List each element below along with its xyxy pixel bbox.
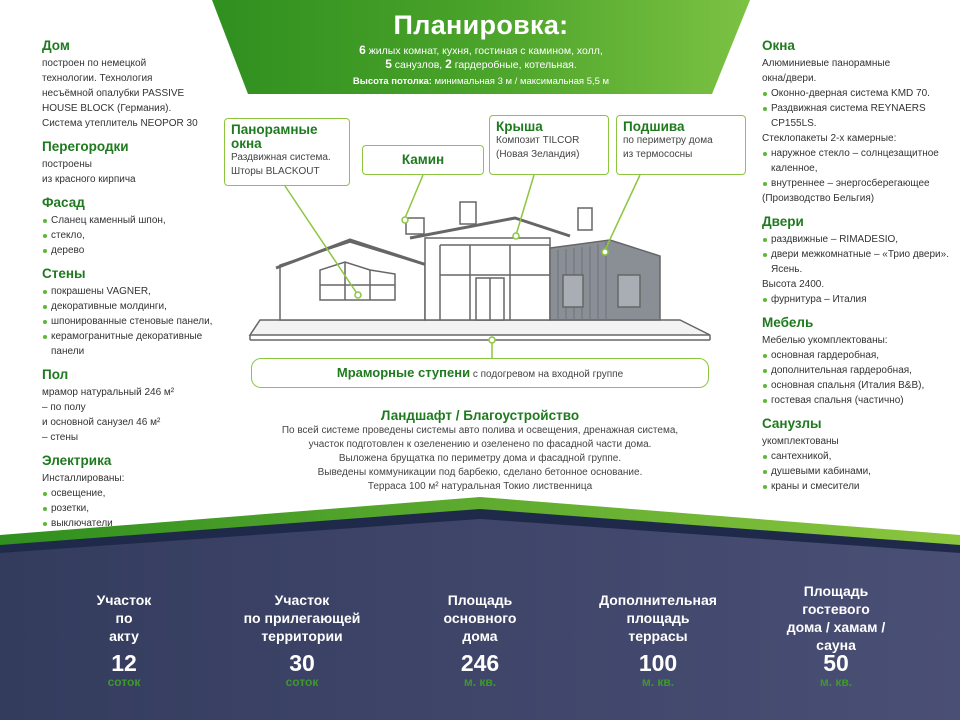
list-item: основная спальня (Италия B&B), [762, 378, 952, 393]
list-item: наружное стекло – солнцезащитное каленное, [762, 146, 952, 176]
callout-text: по периметру дома из термососны [623, 135, 713, 160]
section-text: Алюминиевые панорамные окна/двери. [762, 58, 891, 84]
stat-label: Площадь основного дома [443, 592, 517, 644]
stats-row [0, 583, 960, 700]
section-text: построены из красного кирпича [42, 159, 136, 185]
bullet-icon [763, 485, 767, 489]
section-steny [42, 266, 227, 359]
list-item: фурнитура – Италия [762, 292, 952, 307]
bullet-icon [763, 107, 767, 111]
stat-value: 100 [638, 650, 678, 676]
stat-unit: соток [107, 675, 141, 689]
callout-text: Раздвижная система. Шторы BLACKOUT [231, 152, 331, 177]
bullet-icon [763, 238, 767, 242]
bullet-icon [763, 298, 767, 302]
banner-line-baths: 5 санузлов, 2 гардеробные, котельная. [385, 57, 577, 71]
list-item: душевыми кабинами, [762, 464, 952, 479]
bullet-icon [763, 384, 767, 388]
stat-label: Участок по акту [96, 592, 152, 644]
list-item: Оконно-дверная система KMD 70. [762, 86, 952, 101]
list-item: основная гардеробная, [762, 348, 952, 363]
stat-unit: м. кв. [641, 675, 675, 689]
section-title: Дом [42, 38, 70, 53]
section-text: Высота 2400. [762, 279, 825, 290]
section-text: построен по немецкой технологии. Технология несъёмной опалубки PASSIVE HOUSE BLOCK (Германия). Система утеплитель NEOPOR 30 [42, 58, 198, 129]
stat-value: 30 [289, 650, 315, 676]
section-title: Мебель [762, 315, 814, 330]
callout-title: Мраморные ступени [336, 365, 471, 380]
section-text: Мебелью укомплектованы: [762, 335, 888, 346]
stat-value: 246 [460, 650, 500, 676]
section-mebel [762, 315, 952, 408]
list-item: внутреннее – энергосберегающее [762, 176, 952, 191]
list-item: двери межкомнатные – «Трио двери». Ясень. [762, 247, 952, 277]
stat-guest-house [766, 583, 906, 700]
landscape-title: Ландшафт / Благоустройство [380, 408, 580, 423]
stat-main-house [410, 590, 550, 700]
stat-label: Участок по прилегающей территории [243, 592, 361, 644]
callout-marble-steps [251, 358, 709, 388]
section-text: укомплектованы [762, 436, 839, 447]
list-item: розетки, [42, 501, 227, 516]
callout-text: Композит TILCOR (Новая Зеландия) [496, 135, 580, 160]
bullet-icon [763, 182, 767, 186]
stat-unit: м. кв. [819, 675, 853, 689]
bullet-icon [43, 290, 47, 294]
bullet-icon [43, 305, 47, 309]
banner-line-ceiling: Высота потолка: минимальная 3 м / максимальная 5,5 м [352, 76, 610, 87]
list-item: покрашены VAGNER, [42, 284, 227, 299]
bullet-icon [43, 219, 47, 223]
landscape-text: По всей системе проведены системы авто полива и освещения, дренажная система, участок подготовлен к озеленению и озеленено по фасадной части дома. Выложена брущатка по периметру дома и фасадной группе. Выведены коммуникации под барбекю, сделано бетонное основание. Терраса 100 м² натуральная Токио лиственница [281, 425, 679, 492]
bullet-icon [43, 234, 47, 238]
callout-roof [489, 115, 609, 175]
callout-fireplace [362, 145, 484, 175]
section-dveri [762, 214, 952, 307]
bullet-icon [763, 253, 767, 257]
list-item: выключатели [42, 516, 227, 531]
list-item: Раздвижная система REYNAERS CP155LS. [762, 101, 952, 131]
landscape-section [240, 407, 720, 494]
list-item: дополнительная гардеробная, [762, 363, 952, 378]
stat-label: Площадь гостевого дома / хамам / сауна [786, 583, 886, 653]
stat-value: 12 [111, 650, 137, 676]
callout-text: с подогревом на входной группе [470, 369, 624, 380]
callout-panoramic-windows [224, 118, 350, 186]
list-item: дерево [42, 243, 227, 258]
list-item: освещение, [42, 486, 227, 501]
list-item: стекло, [42, 228, 227, 243]
list-item: гостевая спальня (частично) [762, 393, 952, 408]
section-text: (Производство Бельгия) [762, 193, 875, 204]
right-column [762, 38, 952, 502]
list-item: краны и смесители [762, 479, 952, 494]
section-title: Перегородки [42, 139, 129, 154]
callout-title: Камин [401, 152, 445, 167]
list-item: шпонированные стеновые панели, [42, 314, 227, 329]
banner-line-rooms: 6 жилых комнат, кухня, гостиная с камином, холл, [359, 43, 603, 57]
section-title: Окна [762, 38, 795, 53]
section-title: Электрика [42, 453, 112, 468]
bullet-icon [763, 92, 767, 96]
callout-title: Панорамные окна [231, 122, 318, 151]
bullet-icon [763, 152, 767, 156]
section-text: мрамор натуральный 246 м² – по полу и основной санузел 46 м² – стены [42, 387, 175, 443]
stat-unit: м. кв. [463, 675, 497, 689]
bullet-icon [763, 354, 767, 358]
bullet-icon [763, 470, 767, 474]
list-item: керамогранитные декоративные панели [42, 329, 227, 359]
bullet-icon [43, 249, 47, 253]
section-peregorodki [42, 139, 227, 187]
callout-title: Подшива [623, 119, 685, 134]
section-pol [42, 367, 227, 445]
list-item: Сланец каменный шпон, [42, 213, 227, 228]
callout-title: Крыша [496, 119, 543, 134]
section-okna [762, 38, 952, 206]
section-sanuzly [762, 416, 952, 494]
section-fasad [42, 195, 227, 258]
stat-plot [54, 590, 194, 700]
stat-value: 50 [823, 650, 849, 676]
bullet-icon [763, 399, 767, 403]
stat-terrace [588, 590, 728, 700]
callout-soffit [616, 115, 746, 175]
list-item: декоративные молдинги, [42, 299, 227, 314]
section-dom [42, 38, 227, 131]
section-title: Санузлы [762, 416, 822, 431]
house-illustration [240, 180, 720, 350]
bullet-icon [763, 455, 767, 459]
banner-title: Планировка: [393, 10, 569, 40]
list-item: сантехникой, [762, 449, 952, 464]
bullet-icon [763, 369, 767, 373]
bullet-icon [43, 335, 47, 339]
section-text: Стеклопакеты 2-х камерные: [762, 133, 897, 144]
section-title: Стены [42, 266, 86, 281]
section-title: Двери [762, 214, 804, 229]
left-column [42, 38, 227, 539]
stat-adjacent [232, 590, 372, 700]
section-text: Инсталлированы: [42, 473, 125, 484]
bullet-icon [43, 320, 47, 324]
list-item: раздвижные – RIMADESIO, [762, 232, 952, 247]
section-title: Фасад [42, 195, 85, 210]
stat-unit: соток [285, 675, 319, 689]
stat-label: Дополнительная площадь террасы [599, 592, 717, 644]
top-banner [212, 0, 750, 96]
section-title: Пол [42, 367, 69, 382]
